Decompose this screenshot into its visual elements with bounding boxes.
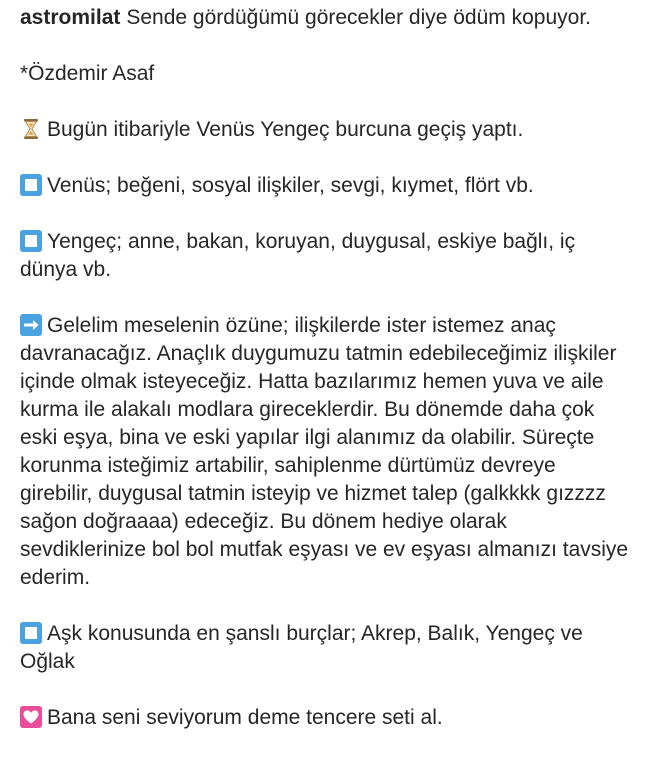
- caption-intro: [20, 4, 632, 32]
- caption-first-line: Sende gördüğümü görecekler diye ödüm kopuyor.: [126, 6, 591, 29]
- right-arrow-icon: [20, 314, 42, 336]
- white-square-button-icon: [20, 622, 42, 644]
- caption-line-text: Yengeç; anne, bakan, koruyan, duygusal, eskiye bağlı, iç dünya vb.: [20, 230, 576, 281]
- caption-line-text: Bana seni seviyorum deme tencere seti al.: [47, 706, 443, 729]
- caption-line-closing-joke: [20, 704, 632, 732]
- caption-line-venus-meaning: [20, 172, 632, 200]
- caption-line-text: Aşk konusunda en şanslı burçlar; Akrep, Balık, Yengeç ve Oğlak: [20, 622, 583, 673]
- white-square-button-icon: [20, 230, 42, 252]
- post-caption: [20, 4, 632, 760]
- caption-line-text: Bugün itibariyle Venüs Yengeç burcuna geçiş yaptı.: [47, 118, 524, 141]
- caption-line-text: Gelelim meselenin özüne; ilişkilerde ister istemez anaç davranacağız. Anaçlık duygumuzu tatmin edebileceğimiz ilişkiler içinde olmak isteyeceğiz. Hatta bazılarımız hemen yuva ve aile kurma ile alakalı modlara gireceklerdir. Bu dönemde daha çok eski eşya, bina ve eski yapılar ilgi alanımız da olabilir. Süreçte korunma isteğimiz artabilir, sahiplenme dürtümüz devreye girebilir, duygusal tatmin isteyip ve hizmet talep (galkkkk gızzzz sağon doğraaaa) edeceğiz. Bu dönem hediye olarak sevdiklerinize bol bol mutfak eşyası ve ev eşyası almanızı tavsiye ederim.: [20, 314, 629, 589]
- heart-icon: [20, 706, 42, 728]
- caption-line-main-point: [20, 312, 632, 592]
- signature: *Özdemir Asaf: [20, 62, 155, 85]
- white-square-button-icon: [20, 174, 42, 196]
- caption-line-cancer-meaning: [20, 228, 632, 284]
- caption-line-lucky-signs: [20, 620, 632, 676]
- caption-line-text: Venüs; beğeni, sosyal ilişkiler, sevgi, kıymet, flört vb.: [47, 174, 534, 197]
- username-link[interactable]: astromilat: [20, 6, 121, 29]
- hourglass-icon: [20, 118, 42, 140]
- caption-line-venus-transit: [20, 116, 632, 144]
